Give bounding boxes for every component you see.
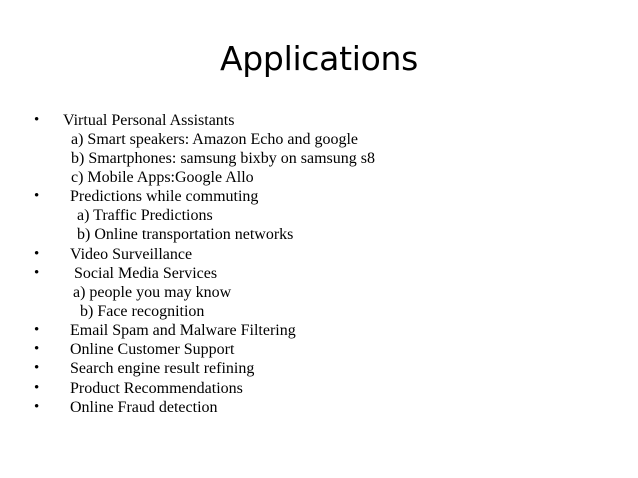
list-item-text: a) Traffic Predictions bbox=[77, 207, 213, 224]
list-item-text: Email Spam and Malware Filtering bbox=[70, 322, 296, 339]
bullet-icon: • bbox=[34, 322, 40, 338]
bullet-icon: • bbox=[34, 265, 40, 281]
list-item-text: Predictions while commuting bbox=[70, 188, 259, 205]
list-item-text: Social Media Services bbox=[74, 265, 218, 282]
list-item-text: Video Surveillance bbox=[70, 246, 193, 263]
slide-title: Applications bbox=[220, 39, 418, 78]
bullet-icon: • bbox=[34, 188, 40, 204]
list-item-text: c) Mobile Apps:Google Allo bbox=[71, 169, 254, 186]
list-item-text: Online Fraud detection bbox=[70, 399, 218, 416]
bullet-icon: • bbox=[34, 360, 40, 376]
list-item-text: b) Face recognition bbox=[80, 303, 205, 320]
bullet-icon: • bbox=[34, 341, 40, 357]
list-item-text: a) Smart speakers: Amazon Echo and google bbox=[71, 131, 359, 148]
bullet-icon: • bbox=[34, 380, 40, 396]
bullet-icon: • bbox=[34, 246, 40, 262]
list-item-text: b) Online transportation networks bbox=[77, 226, 294, 243]
list-item-text: b) Smartphones: samsung bixby on samsung s8 bbox=[71, 150, 375, 167]
list-item-text: Virtual Personal Assistants bbox=[63, 112, 235, 129]
list-item-text: Product Recommendations bbox=[70, 380, 243, 397]
bullet-icon: • bbox=[34, 112, 40, 128]
list-item-text: a) people you may know bbox=[73, 284, 232, 301]
list-item-text: Search engine result refining bbox=[70, 360, 255, 377]
bullet-icon: • bbox=[34, 399, 40, 415]
list-item-text: Online Customer Support bbox=[70, 341, 235, 358]
